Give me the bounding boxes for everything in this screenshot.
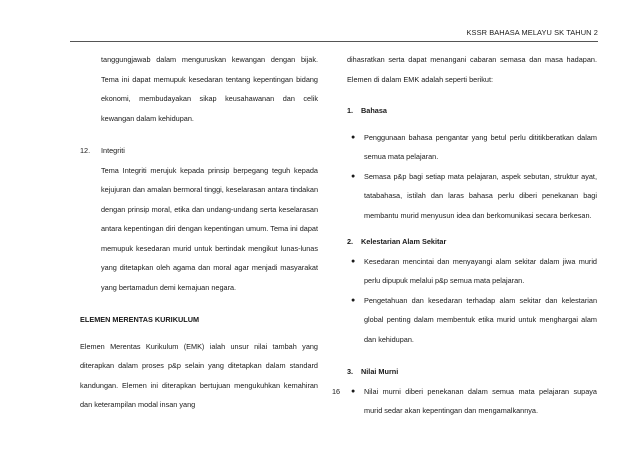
section-kelestarian xyxy=(347,232,597,349)
section-title: Bahasa xyxy=(361,106,387,115)
list-item: ● Pengetahuan dan kesedaran terhadap alam sekitar dan kelestarian global penting dalam membentuk etika murid untuk menghargai alam dan kehidupan. xyxy=(347,291,597,350)
emk-heading: ELEMEN MERENTAS KURIKULUM xyxy=(80,315,200,324)
list-item: ● Penggunaan bahasa pengantar yang betul perlu dititikberatkan dalam semua mata pelajaran. xyxy=(347,128,597,167)
section-number: 12. xyxy=(80,146,91,155)
header-divider xyxy=(70,41,598,42)
list-item: ● Nilai murni diberi penekanan dalam semua mata pelajaran supaya murid sedar akan kepentingan dan mengamalkannya. xyxy=(347,382,597,421)
section-title: Integriti xyxy=(101,146,125,155)
right-column xyxy=(347,50,597,421)
spacer xyxy=(347,225,597,232)
continuation-paragraph: tanggungjawab dalam menguruskan kewangan dengan bijak. Tema ini dapat memupuk kesedaran tentang kepentingan bidang ekonomi, membudayakan sikap keusahawanan dan celik kewangan dalam kehidupan. xyxy=(101,55,318,123)
spacer xyxy=(80,330,318,337)
document-header-title: KSSR BAHASA MELAYU SK TAHUN 2 xyxy=(466,28,598,37)
spacer xyxy=(347,121,597,128)
bullet-icon: ● xyxy=(351,387,356,395)
bullet-icon: ● xyxy=(351,296,356,304)
section-title: Nilai Murni xyxy=(361,367,399,376)
spacer xyxy=(80,297,318,310)
list-item: ● Semasa p&p bagi setiap mata pelajaran, aspek sebutan, struktur ayat, tatabahasa, istilah dan laras bahasa perlu diberi penekanan bagi membantu murid menyusun idea dan berkomunikasi secara berkesan. xyxy=(347,167,597,226)
section-integriti xyxy=(80,141,318,297)
spacer xyxy=(80,128,318,141)
bullet-icon: ● xyxy=(351,257,356,265)
integriti-paragraph: Tema Integriti merujuk kepada prinsip berpegang teguh kepada kejujuran dan amalan bermoral tinggi, keselarasan antara tindakan dengan prinsip moral, etika dan undang-undang serta keselarasan antara kepentingan diri dengan kepentingan umum. Tema ini dapat memupuk kesedaran murid untuk bertindak mengikut lunas-lunas yang ditetapkan oleh agama dan moral agar menjadi masyarakat yang bertamadun demi kemajuan negara. xyxy=(101,165,318,292)
section-nilai-murni xyxy=(347,362,597,421)
page-number: 16 xyxy=(332,387,341,396)
section-bahasa xyxy=(347,101,597,225)
spacer xyxy=(347,349,597,362)
left-column xyxy=(80,50,318,415)
emk-intro-paragraph: dihasratkan serta dapat menangani cabaran semasa dan masa hadapan. Elemen di dalam EMK adalah seperti berikut: xyxy=(347,55,597,84)
bullet-icon: ● xyxy=(351,133,356,141)
section-title: Kelestarian Alam Sekitar xyxy=(361,237,447,246)
list-item: ● Kesedaran mencintai dan menyayangi alam sekitar dalam jiwa murid perlu dipupuk melalui p&p semua mata pelajaran. xyxy=(347,252,597,291)
section-number: 2. xyxy=(347,237,354,246)
section-number: 3. xyxy=(347,367,354,376)
emk-paragraph: Elemen Merentas Kurikulum (EMK) ialah unsur nilai tambah yang diterapkan dalam proses p&p selain yang ditetapkan dalam standard kandungan. Elemen ini diterapkan bertujuan mengukuhkan kemahiran dan keterampilan modal insan yang xyxy=(80,341,318,409)
spacer xyxy=(347,89,597,101)
bullet-icon: ● xyxy=(351,172,356,180)
section-number: 1. xyxy=(347,106,354,115)
